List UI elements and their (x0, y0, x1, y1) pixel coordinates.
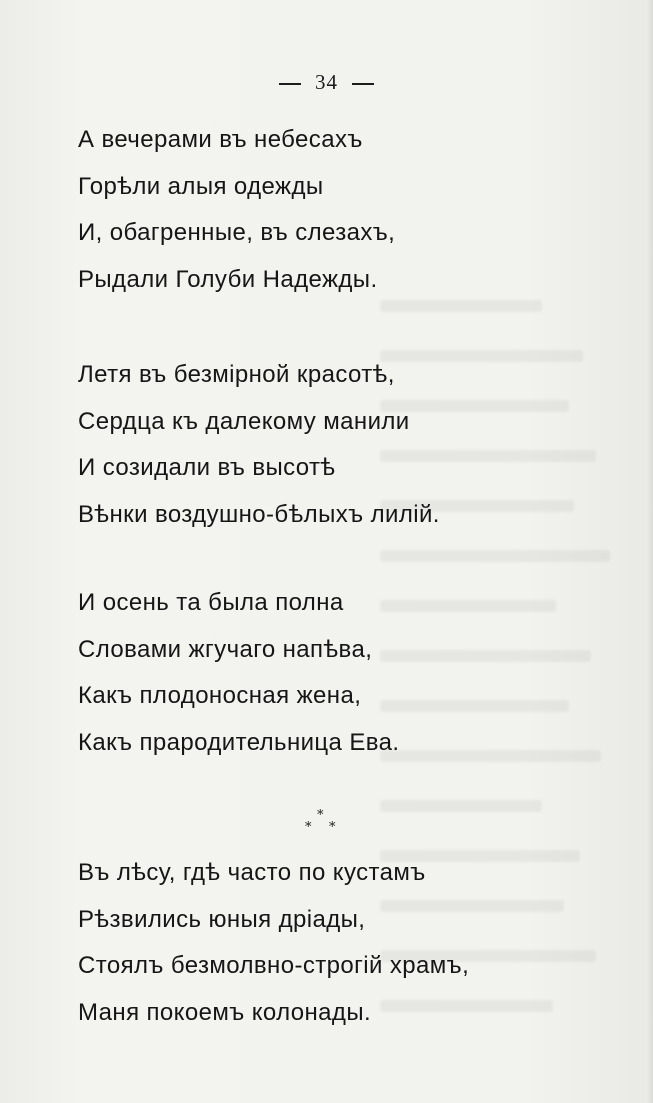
verse-line: Стоялъ безмолвно-строгій храмъ, (78, 952, 470, 979)
verse-line: Словами жгучаго напѣва, (78, 635, 373, 663)
verse-line: Летя въ безмірной красотѣ, (78, 361, 395, 388)
verse-line: Вѣнки воздушно-бѣлыхъ лилій. (78, 500, 440, 528)
verse-line: Горѣли алыя одежды (78, 172, 324, 200)
verse-line: Въ лѣсу, гдѣ часто по кустамъ (78, 859, 426, 886)
stanza-4 (78, 850, 598, 1036)
verse-line: А вечерами въ небесахъ (78, 126, 363, 153)
verse-line: И созидали въ высотѣ (78, 454, 336, 481)
page-number-header (0, 70, 653, 95)
verse-line: И, обагренные, въ слезахъ, (78, 219, 396, 246)
verse-line: Какъ плодоносная жена, (78, 682, 362, 709)
asterism-divider (300, 808, 350, 840)
verse-line: Сердца къ далекому манили (78, 407, 410, 435)
page-edge-shadow (647, 0, 653, 1103)
page-number: 34 (315, 70, 338, 94)
folio-dash-right (352, 83, 374, 85)
asterisk-icon: * (305, 820, 312, 835)
stanza-1 (78, 117, 598, 303)
stanza-3 (78, 580, 598, 766)
verse-line: Рыдали Голуби Надежды. (78, 265, 378, 293)
asterisk-icon: * (329, 820, 336, 835)
verse-line: И осень та была полна (78, 589, 344, 616)
folio-dash-left (279, 83, 301, 85)
asterisk-icon: * (317, 808, 324, 823)
verse-line: Какъ прародительница Ева. (78, 728, 400, 756)
verse-line: Маня покоемъ колонады. (78, 998, 372, 1026)
verse-line: Рѣзвились юныя дріады, (78, 905, 366, 933)
stanza-2 (78, 352, 598, 538)
